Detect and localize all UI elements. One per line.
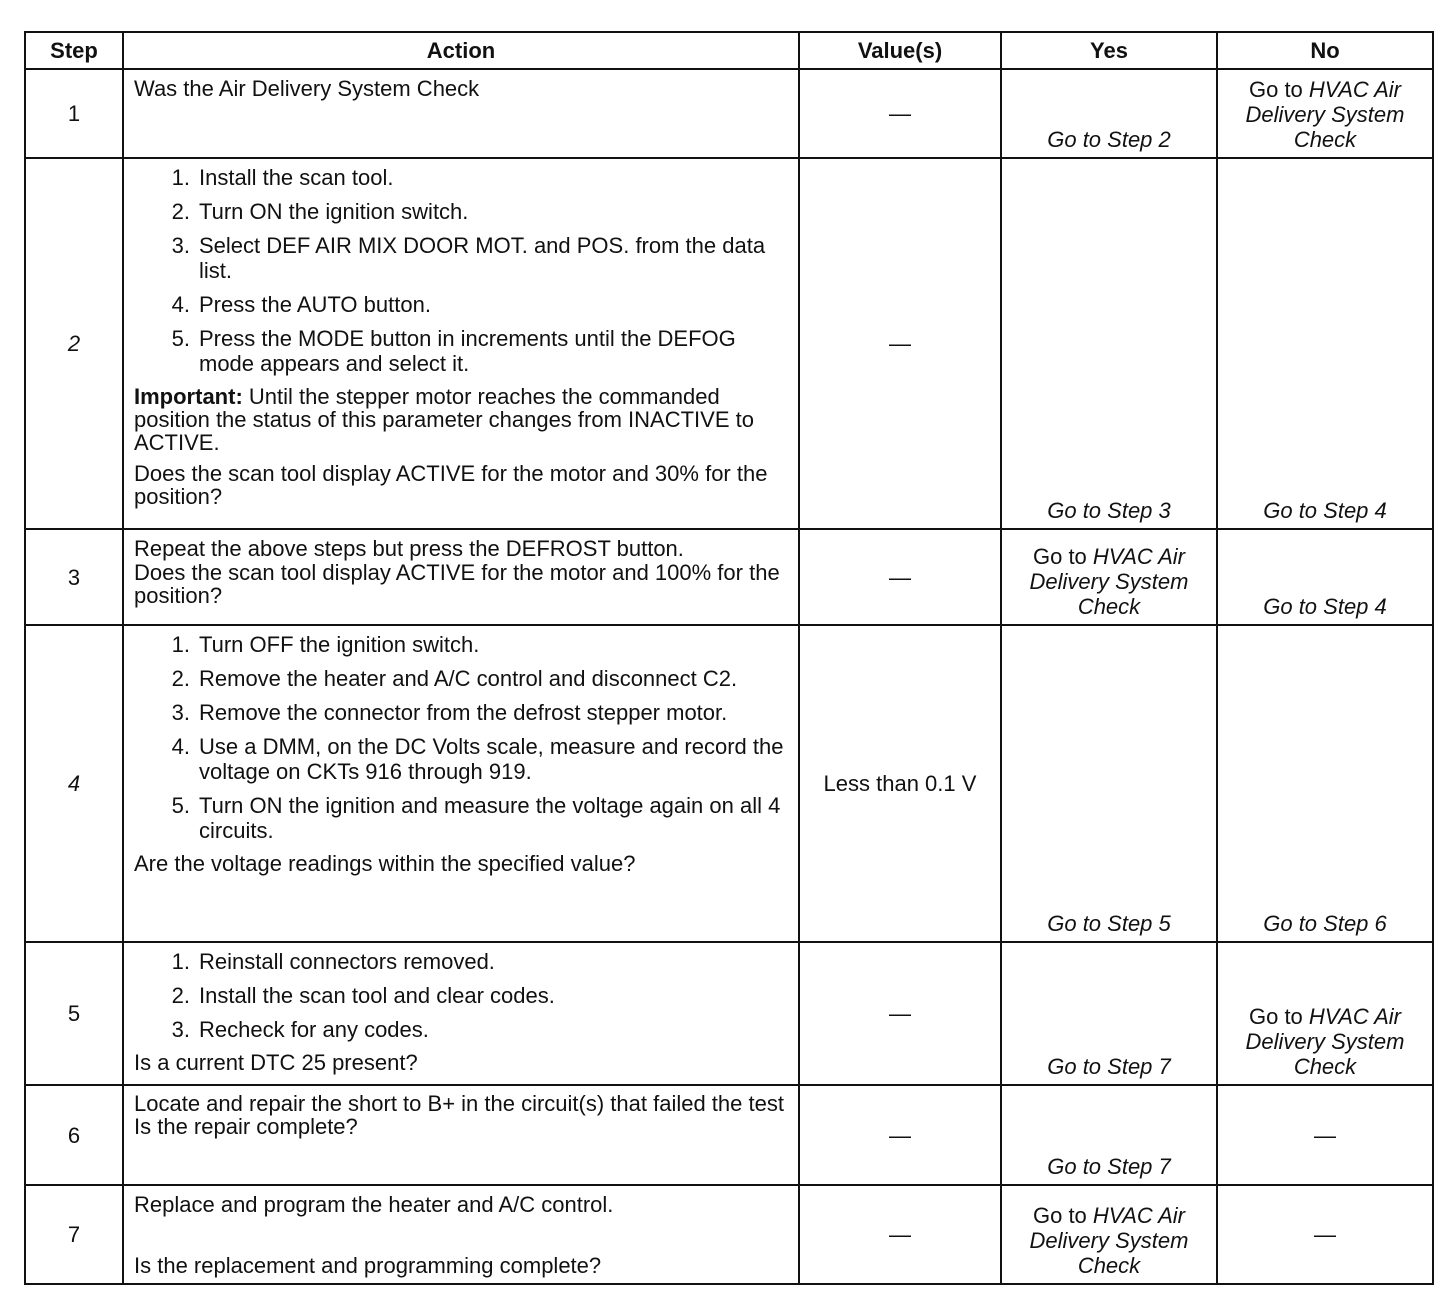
action-cell — [123, 69, 799, 158]
action-step: 2. Remove the heater and A/C control and disconnect C2. — [171, 666, 738, 691]
header-yes: Yes — [1001, 32, 1217, 69]
action-question: Is the replacement and programming complete? — [134, 1253, 602, 1278]
value-cell: — — [799, 529, 1001, 625]
no-cell — [1217, 625, 1433, 942]
action-cell — [123, 158, 799, 529]
action-cell — [123, 942, 799, 1085]
action-text: Repeat the above steps but press the DEFROST button. — [134, 536, 684, 561]
no-link[interactable]: HVAC Air Delivery System Check — [1245, 77, 1405, 152]
step-number: 5 — [25, 942, 123, 1085]
yes-cell — [1001, 158, 1217, 529]
header-step: Step — [25, 32, 123, 69]
table-row — [25, 529, 1433, 625]
action-question: Does the scan tool display ACTIVE for the motor and 100% for the position? — [134, 560, 780, 608]
value-cell: — — [799, 69, 1001, 158]
important-note — [134, 385, 788, 454]
action-steps — [134, 949, 788, 1042]
no-cell: — — [1217, 1085, 1433, 1185]
yes-cell — [1001, 625, 1217, 942]
action-step: 3. Remove the connector from the defrost stepper motor. — [171, 700, 728, 725]
action-step: 5. Press the MODE button in increments until the DEFOG mode appears and select it. — [171, 326, 736, 376]
yes-cell — [1001, 1185, 1217, 1284]
action-question: Is a current DTC 25 present? — [134, 1050, 418, 1075]
action-steps — [134, 165, 788, 376]
value-cell: — — [799, 1185, 1001, 1284]
important-text: Until the stepper motor reaches the commanded position the status of this parameter changes from INACTIVE to ACTIVE. — [134, 384, 754, 455]
action-step: 1. Reinstall connectors removed. — [171, 949, 495, 974]
no-prefix: Go to — [1248, 77, 1309, 102]
action-step: 1. Turn OFF the ignition switch. — [171, 632, 480, 657]
action-step: 4. Press the AUTO button. — [171, 292, 431, 317]
yes-cell — [1001, 942, 1217, 1085]
action-step: 3. Select DEF AIR MIX DOOR MOT. and POS. from the data list. — [171, 233, 766, 283]
yes-link[interactable]: Go to Step 7 — [1047, 1054, 1171, 1079]
table-row — [25, 625, 1433, 942]
action-question: Are the voltage readings within the specified value? — [134, 851, 636, 876]
step-number: 3 — [25, 529, 123, 625]
action-cell — [123, 1185, 799, 1284]
table-row — [25, 69, 1433, 158]
header-no: No — [1217, 32, 1433, 69]
value-cell: — — [799, 1085, 1001, 1185]
no-link[interactable]: HVAC Air Delivery System Check — [1245, 1004, 1405, 1079]
yes-link[interactable]: Go to Step 5 — [1047, 911, 1171, 936]
value-cell: Less than 0.1 V — [799, 625, 1001, 942]
action-question: Does the scan tool display ACTIVE for the motor and 30% for the position? — [134, 461, 768, 509]
value-cell: — — [799, 158, 1001, 529]
no-link[interactable]: Go to Step 4 — [1263, 594, 1387, 619]
step-number: 4 — [25, 625, 123, 942]
value-cell: — — [799, 942, 1001, 1085]
diagnostic-table — [24, 31, 1434, 1285]
table-row — [25, 158, 1433, 529]
action-cell — [123, 625, 799, 942]
action-text: Replace and program the heater and A/C control. — [134, 1192, 614, 1217]
action-step: 4. Use a DMM, on the DC Volts scale, measure and record the voltage on CKTs 916 through 919. — [171, 734, 784, 784]
yes-link[interactable]: Go to Step 7 — [1047, 1154, 1171, 1179]
no-link[interactable]: Go to Step 4 — [1263, 498, 1387, 523]
table-row — [25, 1185, 1433, 1284]
no-cell — [1217, 69, 1433, 158]
action-step: 2. Turn ON the ignition switch. — [171, 199, 469, 224]
header-action: Action — [123, 32, 799, 69]
yes-link[interactable]: HVAC Air Delivery System Check — [1029, 544, 1189, 619]
important-label: Important: — [134, 384, 243, 409]
action-step: 2. Install the scan tool and clear codes. — [171, 983, 555, 1008]
action-step: 5. Turn ON the ignition and measure the voltage again on all 4 circuits. — [171, 793, 781, 843]
action-text: Locate and repair the short to B+ in the circuit(s) that failed the test — [134, 1091, 784, 1116]
action-steps — [134, 632, 788, 843]
no-link[interactable]: Go to Step 6 — [1263, 911, 1387, 936]
table-row — [25, 1085, 1433, 1185]
no-cell — [1217, 942, 1433, 1085]
yes-prefix: Go to — [1032, 544, 1093, 569]
action-cell — [123, 1085, 799, 1185]
step-number: 7 — [25, 1185, 123, 1284]
step-number: 2 — [25, 158, 123, 529]
action-cell — [123, 529, 799, 625]
yes-cell — [1001, 529, 1217, 625]
no-cell — [1217, 158, 1433, 529]
step-number: 6 — [25, 1085, 123, 1185]
step-number: 1 — [25, 69, 123, 158]
no-cell — [1217, 529, 1433, 625]
action-step: 3. Recheck for any codes. — [171, 1017, 429, 1042]
no-prefix: Go to — [1248, 1004, 1309, 1029]
table-row — [25, 942, 1433, 1085]
action-question: Is the repair complete? — [134, 1114, 358, 1139]
yes-link[interactable]: Go to Step 3 — [1047, 498, 1171, 523]
header-values: Value(s) — [799, 32, 1001, 69]
action-step: 1. Install the scan tool. — [171, 165, 394, 190]
yes-link[interactable]: Go to Step 2 — [1047, 127, 1171, 152]
yes-cell — [1001, 69, 1217, 158]
no-cell: — — [1217, 1185, 1433, 1284]
yes-cell — [1001, 1085, 1217, 1185]
yes-prefix: Go to — [1032, 1203, 1093, 1228]
header-row — [25, 32, 1433, 69]
action-text: Was the Air Delivery System Check — [134, 76, 480, 101]
yes-link[interactable]: HVAC Air Delivery System Check — [1029, 1203, 1189, 1278]
